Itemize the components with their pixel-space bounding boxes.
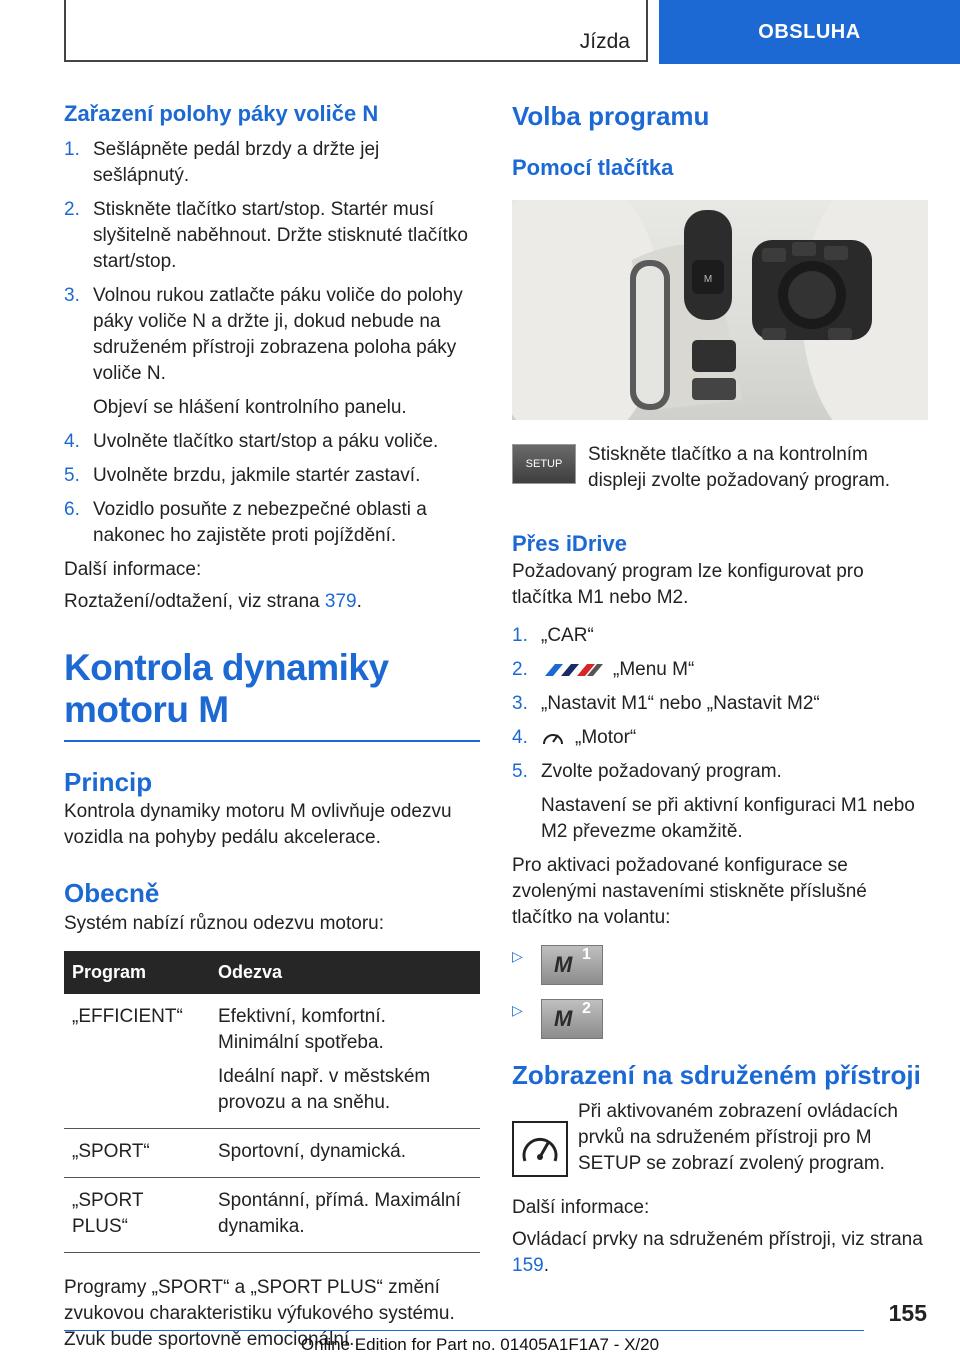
- activation-text: Pro aktivaci požadované konfigurace se zvolenými nastaveními stiskněte příslušné tlačítko na volantu:: [512, 854, 867, 928]
- idrive-title: Přes iDrive: [512, 531, 627, 557]
- list-item: 3. „Nastavit M1“ nebo „Nastavit M2“: [512, 692, 820, 714]
- selection-title: Volba programu: [512, 101, 710, 131]
- center-console-photo: [512, 200, 928, 420]
- list-item: 5. Uvolněte brzdu, jakmile startér zastaví.: [64, 464, 421, 486]
- m-menu-icon: [541, 662, 605, 678]
- general-title: Obecně: [64, 878, 160, 909]
- header-frame: [64, 0, 648, 62]
- program-table: [64, 951, 480, 1253]
- neutral-title: Zařazení polohy páky voliče N: [64, 101, 379, 126]
- right-column: [512, 100, 928, 1279]
- list-item: 1. „CAR“: [512, 624, 594, 646]
- m1-button-icon: M 1: [541, 945, 603, 985]
- title-divider: [64, 740, 480, 742]
- list-item: 2. „Menu M“: [512, 658, 695, 680]
- list-item: [512, 999, 928, 1039]
- page-number: 155: [888, 1300, 927, 1326]
- footer-divider: [64, 1330, 864, 1331]
- principle-text: Kontrola dynamiky motoru M ovlivňuje odezvu vozidla na pohyby pedálu akcelerace.: [64, 801, 452, 849]
- table-row: „SPORT PLUS“ Spontánní, přímá. Maximální dynamika.: [64, 1178, 480, 1253]
- idrive-text: Požadovaný program lze konfigurovat pro tlačítka M1 nebo M2.: [512, 560, 864, 608]
- m-button-list: [512, 945, 928, 1039]
- table-row: „SPORT“ Sportovní, dynamická.: [64, 1129, 480, 1178]
- list-item: [512, 945, 928, 985]
- list-item: 4. Uvolněte tlačítko start/stop a páku voliče.: [64, 430, 439, 452]
- reference: Roztažení/odtažení, viz strana 379.: [64, 590, 362, 612]
- setup-text: Stiskněte tlačítko a na kontrolním displeji zvolte požadovaný program.: [588, 444, 891, 492]
- table-row: „EFFICIENT“ Efektivní, komfortní. Minimální spotřeba. Ideální např. v městském provozu a na sněhu.: [64, 994, 480, 1129]
- more-info-label: Další informace:: [64, 558, 202, 580]
- list-item: 1. Sešlápněte pedál brzdy a držte jej sešlápnutý.: [64, 138, 380, 186]
- neutral-steps: [64, 137, 480, 549]
- reference: Ovládací prvky na sdruženém přístroji, viz strana 159.: [512, 1228, 923, 1276]
- footer-edition: Online Edition for Part no. 01405A1F1A7 - X/20: [300, 1335, 660, 1354]
- main-title: Kontrola dynamiky motoru M: [64, 646, 389, 731]
- center-console-illustration: [512, 200, 928, 420]
- more-info-label: Další informace:: [512, 1196, 650, 1218]
- section-title: Jízda: [579, 30, 630, 53]
- list-item: 2. Stiskněte tlačítko start/stop. Startér musí slyšitelně naběhnout. Držte stisknuté tlačítko start/stop.: [64, 198, 468, 272]
- page-link[interactable]: 159: [512, 1254, 544, 1276]
- section-tab: OBSLUHA: [659, 0, 960, 64]
- closing-text: Programy „SPORT“ a „SPORT PLUS“ změní zvukovou charakteristiku výfukového systému. Zvuk bude sportovně emocionální.: [64, 1277, 455, 1351]
- step-note: Objeví se hlášení kontrolního panelu.: [93, 396, 407, 418]
- svg-text:M: M: [703, 274, 713, 286]
- table-header: Program: [64, 951, 210, 994]
- via-button-title: Pomocí tlačítka: [512, 154, 674, 180]
- cluster-title: Zobrazení na sdruženém přístroji: [512, 1059, 921, 1090]
- m2-button-icon: M 2: [541, 999, 603, 1039]
- list-item: 6. Vozidlo posuňte z nebezpečné oblasti a nakonec ho zajistěte proti pojíždění.: [64, 498, 427, 546]
- list-item: 5. Zvolte požadovaný program.: [512, 760, 782, 782]
- principle-title: Princip: [64, 766, 153, 797]
- bullet-triangle-icon: ▷: [512, 947, 523, 964]
- setup-row: [512, 442, 928, 494]
- instrument-cluster-icon: [512, 1121, 568, 1177]
- general-text: Systém nabízí různou odezvu motoru:: [64, 913, 384, 935]
- left-column: [64, 100, 480, 1353]
- bullet-triangle-icon: ▷: [512, 1001, 523, 1018]
- idrive-steps: [512, 623, 928, 845]
- table-header: Odezva: [210, 951, 480, 994]
- setup-button-icon: SETUP: [512, 444, 576, 484]
- page-link[interactable]: 379: [324, 590, 357, 612]
- list-item: 3. Volnou rukou zatlačte páku voliče do polohy páky voliče N a držte ji, dokud nebude na sdruženém přístroji zobrazena poloha páky voliče N.: [64, 284, 463, 384]
- cluster-text: Při aktivovaném zobrazení ovládacích prvků na sdruženém přístroji pro M SETUP se zobrazí zvolený program.: [578, 1100, 898, 1174]
- engine-gauge-icon: [541, 728, 565, 748]
- list-item: 4. „Motor“: [512, 726, 637, 748]
- cluster-row: [512, 1099, 928, 1177]
- step-note: Nastavení se při aktivní konfiguraci M1 nebo M2 převezme okamžitě.: [541, 794, 915, 842]
